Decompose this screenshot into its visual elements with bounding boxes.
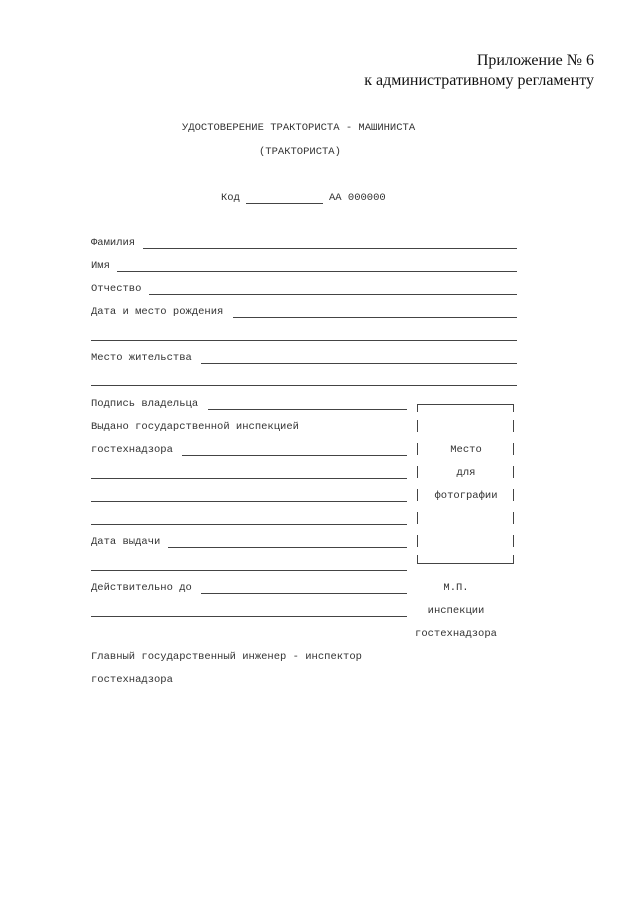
- patronymic-input-line[interactable]: [149, 294, 517, 295]
- photo-frame-tick: [513, 404, 514, 412]
- photo-frame-tick: [513, 535, 514, 547]
- signatory-title: Главный государственный инженер - инспектор: [91, 651, 362, 663]
- surname-label: Фамилия: [91, 237, 136, 249]
- birth-input-line[interactable]: [233, 317, 517, 318]
- issued-by-input-line[interactable]: [182, 455, 407, 456]
- code-input-line[interactable]: [246, 203, 323, 204]
- name-input-line[interactable]: [117, 271, 517, 272]
- patronymic-label: Отчество: [91, 283, 142, 295]
- photo-caption-1: Место: [450, 444, 482, 456]
- valid-until-input-line-2[interactable]: [91, 616, 407, 617]
- residence-input-line[interactable]: [201, 363, 517, 364]
- name-label: Имя: [91, 260, 110, 272]
- surname-input-line[interactable]: [143, 248, 517, 249]
- issue-date-input-line-2[interactable]: [91, 570, 407, 571]
- stamp-caption-2: инспекции: [427, 605, 485, 617]
- valid-until-label: Действительно до: [91, 582, 192, 594]
- document-title: УДОСТОВЕРЕНИЕ ТРАКТОРИСТА - МАШИНИСТА: [182, 122, 416, 134]
- series-number: АА 000000: [329, 192, 386, 204]
- stamp-caption-1: М.П.: [443, 582, 469, 594]
- photo-frame-top: [417, 404, 514, 405]
- issue-date-label: Дата выдачи: [91, 536, 161, 548]
- photo-frame-tick: [417, 535, 418, 547]
- issued-by-input-line-2[interactable]: [91, 478, 407, 479]
- valid-until-input-line[interactable]: [201, 593, 407, 594]
- residence-label: Место жительства: [91, 352, 192, 364]
- photo-frame-tick: [417, 555, 418, 563]
- photo-frame-bottom: [417, 563, 514, 564]
- photo-frame-tick: [417, 420, 418, 432]
- photo-caption-2: для: [456, 467, 476, 479]
- photo-frame-tick: [513, 555, 514, 563]
- issued-by-label-2: гостехнадзора: [91, 444, 173, 456]
- photo-frame-tick: [513, 512, 514, 524]
- photo-frame-tick: [513, 420, 514, 432]
- document-subtitle: (ТРАКТОРИСТА): [259, 146, 341, 158]
- code-label: Код: [221, 192, 240, 204]
- signatory-title-2: гостехнадзора: [91, 674, 173, 686]
- issued-by-input-line-4[interactable]: [91, 524, 407, 525]
- photo-caption-3: фотографии: [434, 490, 498, 502]
- stamp-caption-3: гостехнадзора: [415, 628, 497, 640]
- birth-label: Дата и место рождения: [91, 306, 224, 318]
- appendix-number: Приложение № 6: [476, 52, 594, 69]
- issue-date-input-line[interactable]: [168, 547, 407, 548]
- photo-frame-tick: [417, 404, 418, 412]
- signature-input-line[interactable]: [208, 409, 407, 410]
- birth-input-line-2[interactable]: [91, 340, 517, 341]
- residence-input-line-2[interactable]: [91, 385, 517, 386]
- issued-by-label: Выдано государственной инспекцией: [91, 421, 299, 433]
- appendix-reference: к административному регламенту: [364, 72, 594, 89]
- issued-by-input-line-3[interactable]: [91, 501, 407, 502]
- photo-frame-tick: [417, 512, 418, 524]
- signature-label: Подпись владельца: [91, 398, 199, 410]
